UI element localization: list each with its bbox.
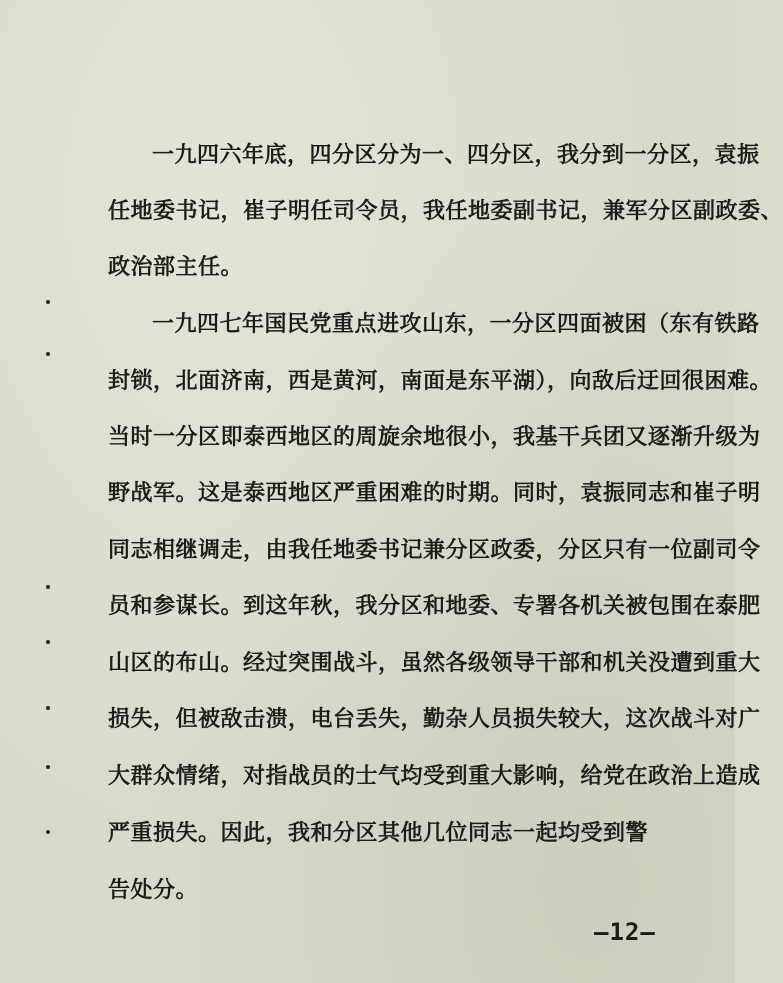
binding-hole-mark — [46, 706, 50, 710]
text-line: 政治部主任。 — [108, 254, 244, 280]
text-line: 封锁，北面济南，西是黄河，南面是东平湖），向敌后迂回很困难。 — [108, 368, 773, 394]
text-line: 告处分。 — [108, 877, 199, 903]
text-line: 一九四七年国民党重点进攻山东，一分区四面被困（东有铁路 — [152, 311, 760, 337]
binding-hole-mark — [46, 300, 50, 304]
page-number: —12— — [594, 918, 656, 946]
text-line: 山区的布山。经过突围战斗，虽然各级领导干部和机关没遭到重大 — [108, 650, 761, 676]
binding-hole-mark — [46, 352, 50, 356]
text-line: 员和参谋长。到这年秋，我分区和地委、专署各机关被包围在泰肥 — [108, 593, 761, 619]
text-line: 当时一分区即泰西地区的周旋余地很小，我基干兵团又逐渐升级为 — [108, 424, 761, 450]
text-line: 一九四六年底，四分区分为一、四分区，我分到一分区，袁振 — [152, 142, 760, 168]
binding-hole-mark — [46, 830, 50, 834]
binding-hole-mark — [46, 640, 50, 644]
text-line: 损失，但被敌击溃，电台丢失，勤杂人员损失较大，这次战斗对广 — [108, 706, 761, 732]
text-line: 野战军。这是泰西地区严重困难的时期。同时，袁振同志和崔子明 — [108, 480, 761, 506]
binding-hole-mark — [46, 765, 50, 769]
text-line: 同志相继调走，由我任地委书记兼分区政委，分区只有一位副司令 — [108, 537, 761, 563]
text-line: 严重损失。因此，我和分区其他几位同志一起均受到警 — [108, 820, 649, 846]
text-line: 任地委书记，崔子明任司令员，我任地委副书记，兼军分区副政委、 — [108, 198, 783, 224]
binding-hole-mark — [46, 585, 50, 589]
text-line: 大群众情绪，对指战员的士气均受到重大影响，给党在政治上造成 — [108, 763, 761, 789]
